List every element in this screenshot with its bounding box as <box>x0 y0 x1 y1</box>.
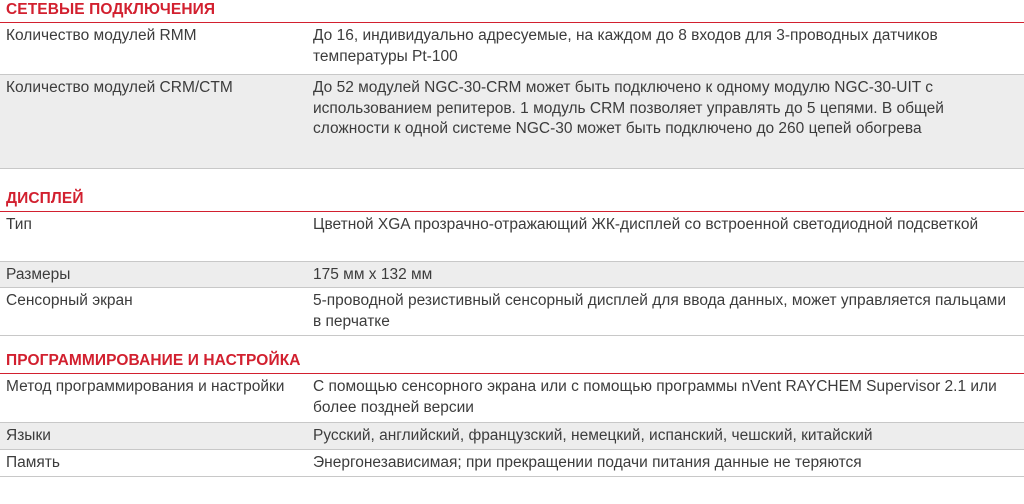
section-title-network: СЕТЕВЫЕ ПОДКЛЮЧЕНИЯ <box>0 0 1024 23</box>
section-title-display: ДИСПЛЕЙ <box>0 169 1024 212</box>
table-row <box>0 423 1024 450</box>
section-title-programming: ПРОГРАММИРОВАНИЕ И НАСТРОЙКА <box>0 336 1024 374</box>
row-label: Языки <box>6 427 51 444</box>
row-value: 175 мм x 132 мм <box>313 266 433 283</box>
row-label: Тип <box>6 216 32 233</box>
row-value: До 16, индивидуально адресуемые, на каждом до 8 входов для 3-проводных датчиков температуры Pt-100 <box>313 27 938 65</box>
row-label: Количество модулей CRM/CTM <box>6 79 233 96</box>
row-value: Русский, английский, французский, немецкий, испанский, чешский, китайский <box>313 427 873 444</box>
row-value: 5-проводной резистивный сенсорный дисплей для ввода данных, может управляется пальцами в перчатке <box>313 292 1006 330</box>
row-value: Энергонезависимая; при прекращении подачи питания данные не теряются <box>313 454 862 471</box>
row-value: С помощью сенсорного экрана или с помощью программы nVent RAYCHEM Supervisor 2.1 или более поздней версии <box>313 378 997 416</box>
table-row <box>0 23 1024 75</box>
row-label: Сенсорный экран <box>6 292 133 309</box>
row-value: Цветной XGA прозрачно-отражающий ЖК-дисплей со встроенной светодиодной подсветкой <box>313 216 979 233</box>
table-row <box>0 450 1024 477</box>
table-row <box>0 374 1024 423</box>
row-label: Размеры <box>6 266 71 283</box>
row-value: До 52 модулей NGC-30-CRM может быть подключено к одному модулю NGC-30-UIT с использованием репитеров. 1 модуль CRM позволяет управлять до 5 цепями. В общей сложности к одной системе NGC-30 может быть подключено до 260 цепей обогрева <box>313 79 944 137</box>
table-row <box>0 212 1024 262</box>
table-row <box>0 75 1024 169</box>
table-row <box>0 288 1024 336</box>
row-label: Количество модулей RMM <box>6 27 197 44</box>
row-label: Метод программирования и настройки <box>6 378 285 395</box>
row-label: Память <box>6 454 60 471</box>
table-row <box>0 262 1024 288</box>
